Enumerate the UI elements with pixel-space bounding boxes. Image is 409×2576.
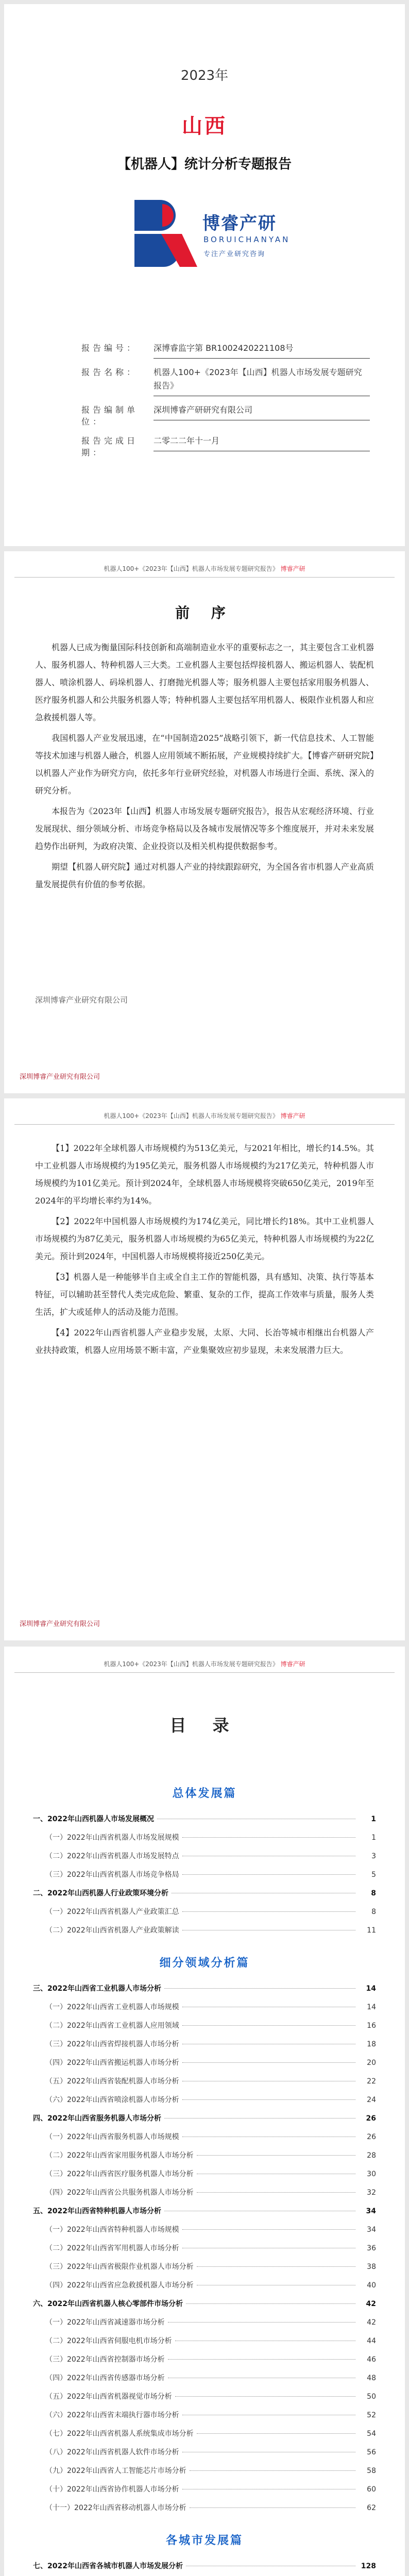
toc-entry-text: （四）2022年山西省传感器市场分析 — [45, 2374, 165, 2382]
toc-entry[interactable] — [33, 2146, 376, 2165]
toc-leader-dots — [182, 1911, 355, 1912]
toc-entry[interactable] — [33, 2369, 376, 2387]
toc-entry[interactable] — [33, 2313, 376, 2332]
toc-leader-dots — [190, 2507, 355, 2508]
preface-paragraph: 机器人已成为衡量国际科技创新和高端制造业水平的重要标志之一，其主要包含工业机器人、服务机器人、特种机器人三大类。工业机器人主要包括焊接机器人、搬运机器人、装配机器人、喷涂机器人、码垛机器人、打磨抛光机器人等；服务机器人主要包括家用服务机器人、医疗服务机器人和公共服务机器人等；特种机器人主要包括军用机器人、极限作业机器人和应急救援机器人等。 — [35, 642, 374, 722]
toc-leader-dots — [197, 2266, 355, 2267]
toc-page-number: 34 — [367, 2226, 376, 2234]
toc-leader-dots — [164, 1988, 355, 1989]
toc-leader-dots — [182, 2229, 355, 2230]
toc-entry[interactable] — [33, 2387, 376, 2406]
toc-leader-dots — [197, 2192, 355, 2193]
toc-entry[interactable] — [33, 1828, 376, 1847]
toc-page-number: 8 — [371, 1889, 376, 1897]
preface-paragraph: 我国机器人产业发展迅速，在“中国制造2025”战略引领下，新一代信息技术、人工智能等技术加速与机器人融合，机器人应用领域不断拓展，产业规模持续扩大。【博睿产研研究院】以机器人产业作为研究方向，依托多年行业研究经验，对机器人市场进行全面、系统、深入的研究分析。 — [35, 733, 374, 795]
toc-entry-text: （一）2022年山西省机器人市场发展规模 — [45, 1834, 179, 1842]
preface-title: 前 序 — [175, 604, 234, 621]
toc-entry-text: （七）2022年山西省机器人系统集成市场分析 — [45, 2430, 194, 2438]
header-prefix: 机器人100+《2023年【山西】机器人市场发展专题研究报告》 — [104, 565, 279, 572]
toc-page-number: 58 — [367, 2467, 376, 2475]
toc-leader-dots — [190, 2470, 355, 2471]
toc-section-title: 总体发展篇 — [172, 1787, 237, 1800]
toc-entry[interactable] — [33, 2072, 376, 2091]
toc-entry-text: （二）2022年山西省伺服电机市场分析 — [45, 2337, 172, 2345]
toc-entry[interactable] — [33, 2295, 376, 2313]
toc-page-number: 56 — [367, 2448, 376, 2456]
toc-page-number: 42 — [367, 2318, 376, 2327]
running-header — [14, 563, 395, 578]
company-logo — [125, 195, 290, 272]
toc-leader-dots — [197, 2155, 355, 2156]
toc-page-number: 128 — [361, 2562, 376, 2570]
toc-entry[interactable] — [33, 2499, 376, 2517]
toc-section-title: 细分领域分析篇 — [159, 1957, 250, 1970]
toc-page-number: 18 — [367, 2040, 376, 2048]
toc-page-number: 60 — [367, 2485, 376, 2494]
toc-page-number: 26 — [367, 2133, 376, 2141]
toc-page-number: 16 — [367, 2022, 376, 2030]
toc-entry[interactable] — [33, 1979, 376, 1998]
toc-page-number: 20 — [367, 2059, 376, 2067]
toc-entry-text: 五、2022年山西省特种机器人市场分析 — [33, 2207, 161, 2215]
header-prefix: 机器人100+《2023年【山西】机器人市场发展专题研究报告》 — [104, 1660, 279, 1668]
toc-entry-text: （三）2022年山西省焊接机器人市场分析 — [45, 2040, 179, 2048]
toc-entry-text: 四、2022年山西省服务机器人市场分析 — [33, 2114, 161, 2123]
toc-entry-text: （八）2022年山西省机器人软件市场分析 — [45, 2448, 179, 2456]
summary-paragraph: 【4】2022年山西省机器人产业稳步发展，太原、大同、长治等城市相继出台机器人产业扶持政策，机器人应用场景不断丰富，产业集聚效应初步显现，未来发展潜力巨大。 — [35, 1328, 374, 1355]
toc-entry[interactable] — [33, 2165, 376, 2183]
toc-entry[interactable] — [33, 2557, 376, 2575]
header-brand: 博睿产研 — [280, 565, 305, 572]
meta-key: 报告完成日期： — [81, 436, 139, 457]
toc-page-number: 48 — [367, 2374, 376, 2382]
preface-paragraph: 期望【机器人研究院】通过对机器人产业的持续跟踪研究，为全国各省市机器人产业高质量发展提供有价值的参考依据。 — [35, 862, 374, 889]
toc-entry-text: （三）2022年山西省极限作业机器人市场分析 — [45, 2263, 194, 2271]
toc-entry-text: （九）2022年山西省人工智能芯片市场分析 — [45, 2467, 186, 2475]
toc-entry[interactable] — [33, 2425, 376, 2443]
report-meta — [81, 342, 370, 465]
meta-row — [81, 342, 370, 359]
toc-leader-dots — [168, 2322, 355, 2323]
toc-entry-text: （六）2022年山西省末端执行器市场分析 — [45, 2411, 179, 2419]
toc-entry-text: （二）2022年山西省军用机器人市场分析 — [45, 2244, 179, 2252]
toc-entry[interactable] — [33, 1998, 376, 2016]
meta-row — [81, 366, 370, 396]
toc-page-number: 30 — [367, 2170, 376, 2178]
toc-page-number: 26 — [366, 2114, 376, 2123]
toc-entry-text: （三）2022年山西省机器人市场竞争格局 — [45, 1871, 179, 1879]
preface-sign: 深圳博睿产业研究有限公司 — [35, 995, 128, 1005]
preface-body — [35, 639, 374, 896]
toc-page-number: 50 — [367, 2393, 376, 2401]
toc-entry-text: 六、2022年山西省机器人核心零部件市场分析 — [33, 2300, 183, 2308]
toc-leader-dots — [182, 2099, 355, 2100]
toc-page-number: 1 — [371, 1815, 376, 1823]
toc-entry-text: （二）2022年山西省机器人市场发展特点 — [45, 1852, 179, 1860]
toc-entry[interactable] — [33, 2332, 376, 2350]
cover-title: 【机器人】统计分析专题报告 — [117, 157, 292, 172]
toc-entry[interactable] — [33, 2035, 376, 2054]
toc-leader-dots — [186, 2303, 355, 2304]
toc-page-number: 3 — [371, 1852, 376, 1860]
toc-page-number: 40 — [367, 2281, 376, 2290]
running-footer: 深圳博睿产业研究有限公司 — [20, 1073, 100, 1081]
toc-entry[interactable] — [33, 2109, 376, 2128]
toc-entry-text: 七、2022年山西省各城市机器人市场发展分析 — [33, 2562, 183, 2570]
toc-section-title: 各城市发展篇 — [165, 2534, 243, 2547]
toc-entry[interactable] — [33, 2258, 376, 2276]
toc-entry[interactable] — [33, 1921, 376, 1940]
toc-page-number: 62 — [367, 2504, 376, 2512]
meta-row — [81, 403, 370, 427]
toc-entry-text: （一）2022年山西省机器人产业政策汇总 — [45, 1908, 179, 1916]
toc-leader-dots — [182, 2025, 355, 2026]
toc-entry[interactable] — [33, 2183, 376, 2202]
meta-value: 二零二二年十一月 — [154, 434, 370, 451]
toc-entry-text: 二、2022年山西机器人行业政策环境分析 — [33, 1889, 168, 1897]
toc-entry-text: （四）2022年山西省应急救援机器人市场分析 — [45, 2281, 194, 2290]
toc-entry-text: （二）2022年山西省工业机器人应用领域 — [45, 2022, 179, 2030]
toc-leader-dots — [182, 2062, 355, 2063]
summary-body — [35, 1140, 374, 1362]
toc-entry[interactable] — [33, 2276, 376, 2295]
toc-entry[interactable] — [33, 2239, 376, 2258]
toc-entry[interactable] — [33, 2016, 376, 2035]
header-prefix: 机器人100+《2023年【山西】机器人市场发展专题研究报告》 — [104, 1112, 279, 1120]
header-brand: 博睿产研 — [280, 1660, 305, 1668]
toc-page-number: 1 — [371, 1834, 376, 1842]
logo-name: 博睿产研 — [202, 213, 277, 234]
meta-value: 深圳博睿产研研究有限公司 — [154, 403, 370, 420]
toc-page-number: 24 — [367, 2096, 376, 2104]
toc-entry-text: （二）2022年山西省家用服务机器人市场分析 — [45, 2151, 194, 2160]
toc-leader-dots — [175, 2396, 355, 2397]
toc-entry[interactable] — [33, 2054, 376, 2072]
toc-entry-text: 三、2022年山西省工业机器人市场分析 — [33, 1985, 161, 1993]
toc-entry[interactable] — [33, 2128, 376, 2146]
toc-leader-dots — [182, 1874, 355, 1875]
toc-title: 目 录 — [169, 1716, 240, 1735]
meta-key: 报告编制单位： — [81, 405, 139, 427]
summary-paragraph: 【3】机器人是一种能够半自主或全自主工作的智能机器，具有感知、决策、执行等基本特征，可以辅助甚至替代人类完成危险、繁重、复杂的工作，提高工作效率与质量，服务人类生活，扩大或延伸人的活动及能力范围。 — [35, 1272, 374, 1317]
toc-entry[interactable] — [33, 2462, 376, 2480]
toc-entry[interactable] — [33, 2091, 376, 2109]
toc-entry-text: （三）2022年山西省控制器市场分析 — [45, 2355, 165, 2364]
toc-entry[interactable] — [33, 2350, 376, 2369]
toc-entry-text: （六）2022年山西省喷涂机器人市场分析 — [45, 2096, 179, 2104]
header-brand: 博睿产研 — [280, 1112, 305, 1120]
preface-paragraph: 本报告为《2023年【山西】机器人市场发展专题研究报告》，报告从宏观经济环境、行业发展现状、细分领域分析、市场竞争格局以及各城市发展情况等多个维度展开，并对未来发展趋势作出研判，为政府决策、企业投资以及相关机构提供数据参考。 — [35, 806, 374, 851]
meta-key: 报告名称： — [81, 367, 139, 377]
toc-entry[interactable] — [33, 1866, 376, 1884]
summary-paragraph: 【2】2022年中国机器人市场规模约为174亿美元，同比增长约18%。其中工业机器人市场规模约为87亿美元，服务机器人市场规模约为65亿美元，特种机器人市场规模约为22亿美元。预计到2024年，中国机器人市场规模将接近250亿美元。 — [35, 1216, 374, 1261]
toc-entry[interactable] — [33, 1884, 376, 1903]
toc-entry-text: （一）2022年山西省服务机器人市场规模 — [45, 2133, 179, 2141]
toc-entry-text: （一）2022年山西省工业机器人市场规模 — [45, 2003, 179, 2011]
meta-key: 报告编号： — [81, 343, 139, 353]
toc-page-number: 5 — [371, 1871, 376, 1879]
toc-page-number: 32 — [367, 2189, 376, 2197]
toc-page-number: 42 — [366, 2300, 376, 2308]
toc-page-number: 22 — [367, 2077, 376, 2086]
summary-page — [4, 1098, 405, 1640]
toc-entry-text: （一）2022年山西省特种机器人市场规模 — [45, 2226, 179, 2234]
toc-page-number: 14 — [367, 2003, 376, 2011]
meta-row — [81, 434, 370, 458]
toc-entry-text: （五）2022年山西省机器视觉市场分析 — [45, 2393, 172, 2401]
toc-entry-text: （十一）2022年山西省移动机器人市场分析 — [45, 2504, 186, 2512]
toc-page-number: 11 — [367, 1926, 376, 1935]
logo-english: BORUICHANYAN — [203, 235, 291, 244]
toc-page-number: 46 — [367, 2355, 376, 2364]
toc-entry[interactable] — [33, 1810, 376, 1828]
toc-entry[interactable] — [33, 1847, 376, 1866]
toc-entry[interactable] — [33, 1903, 376, 1921]
toc-entry-text: （四）2022年山西省公共服务机器人市场分析 — [45, 2189, 194, 2197]
toc-entry[interactable] — [33, 2221, 376, 2239]
cover-region: 山西 — [182, 114, 227, 138]
toc-entry[interactable] — [33, 2443, 376, 2462]
table-of-contents — [33, 1770, 376, 2576]
br-logo-icon — [125, 195, 202, 272]
toc-leader-dots — [168, 2359, 355, 2360]
toc-entry[interactable] — [33, 2480, 376, 2499]
toc-entry-text: （二）2022年山西省机器人产业政策解读 — [45, 1926, 179, 1935]
cover-page — [4, 4, 405, 546]
toc-entry[interactable] — [33, 2406, 376, 2425]
toc-page — [4, 1647, 405, 2576]
toc-leader-dots — [197, 2433, 355, 2434]
summary-paragraph: 【1】2022年全球机器人市场规模约为513亿美元，与2021年相比，增长约14.5%。其中工业机器人市场规模约为195亿美元，服务机器人市场规模约为217亿美元，特种机器人市场规模约为101亿美元。预计到2024年，全球机器人市场规模将突破650亿美元，2019年至2024年的平均增长率约为14%。 — [35, 1143, 374, 1206]
toc-page-number: 44 — [367, 2337, 376, 2345]
running-header — [14, 1658, 395, 1673]
running-footer: 深圳博睿产业研究有限公司 — [20, 1620, 100, 1628]
preface-page — [4, 551, 405, 1093]
running-header — [14, 1110, 395, 1125]
cover-year: 2023年 — [180, 68, 229, 83]
meta-value: 机器人100+《2023年【山西】机器人市场发展专题研究报告》 — [154, 366, 370, 396]
logo-slogan: 专注产业研究咨询 — [203, 250, 266, 258]
toc-page-number: 36 — [367, 2244, 376, 2252]
toc-page-number: 34 — [366, 2207, 376, 2215]
toc-page-number: 28 — [367, 2151, 376, 2160]
toc-entry-text: 一、2022年山西机器人市场发展概况 — [33, 1815, 154, 1823]
toc-entry-text: （十）2022年山西省协作机器人市场分析 — [45, 2485, 179, 2494]
toc-entry-text: （一）2022年山西省减速器市场分析 — [45, 2318, 165, 2327]
toc-page-number: 52 — [367, 2411, 376, 2419]
toc-leader-dots — [164, 2118, 355, 2119]
toc-page-number: 38 — [367, 2263, 376, 2271]
toc-page-number: 8 — [371, 1908, 376, 1916]
toc-page-number: 54 — [367, 2430, 376, 2438]
toc-entry-text: （五）2022年山西省装配机器人市场分析 — [45, 2077, 179, 2086]
toc-leader-dots — [182, 1837, 355, 1838]
toc-page-number: 14 — [366, 1985, 376, 1993]
toc-entry-text: （三）2022年山西省医疗服务机器人市场分析 — [45, 2170, 194, 2178]
toc-entry-text: （四）2022年山西省搬运机器人市场分析 — [45, 2059, 179, 2067]
toc-entry[interactable] — [33, 2202, 376, 2221]
meta-value: 深博睿监字第 BR1002420221108号 — [154, 342, 370, 359]
